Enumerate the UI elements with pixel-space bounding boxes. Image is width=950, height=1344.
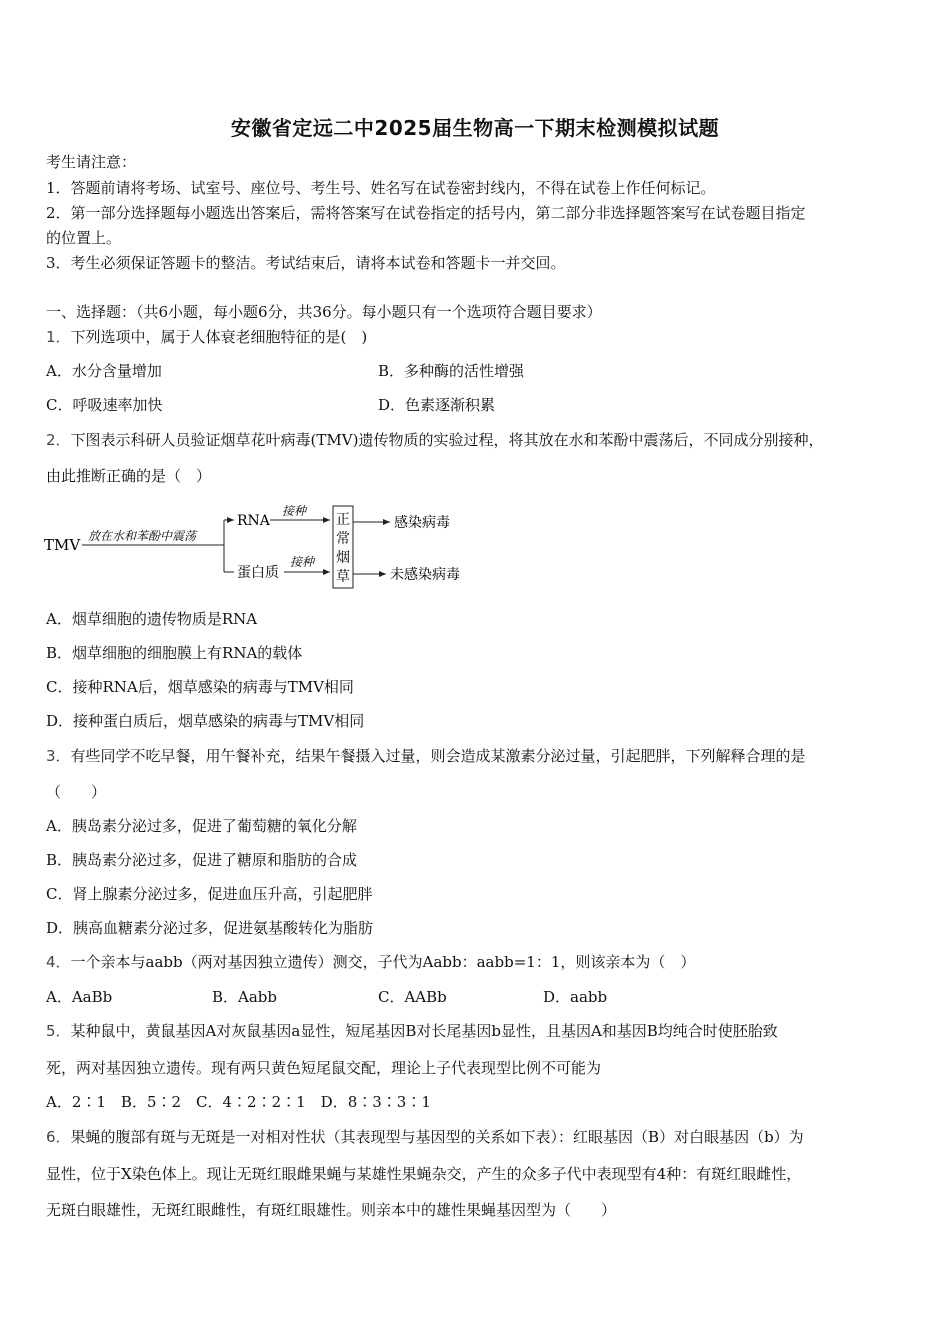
question-stem: 下图表示科研人员验证烟草花叶病毒(TMV)遗传物质的实验过程，将其放在水和苯酚中震荡后，不同成分别接种， <box>70 431 824 449</box>
q2-option-b: B．烟草细胞的细胞膜上有RNA的载体 <box>46 644 303 662</box>
rna-label: RNA <box>237 513 270 529</box>
question-2 <box>46 430 906 450</box>
question-6-cont-1: 显性，位于X染色体上。现让无斑红眼雌果蝇与某雄性果蝇杂交，产生的众多子代中表现型有4种：有斑红眼雌性， <box>46 1165 802 1183</box>
q4-option-a: A．AaBb <box>46 988 113 1006</box>
tmv-label: TMV <box>44 536 81 554</box>
question-stem: 有些同学不吃早餐，用午餐补充，结果午餐摄入过量，则会造成某激素分泌过量，引起肥胖，下列解释合理的是 <box>70 747 806 765</box>
q2-option-d: D．接种蛋白质后，烟草感染的病毒与TMV相同 <box>46 712 365 730</box>
question-3 <box>46 746 906 766</box>
tobacco-char-2: 常 <box>336 531 350 547</box>
infected-label: 感染病毒 <box>394 515 450 531</box>
question-6 <box>46 1127 906 1147</box>
question-number: 3． <box>46 747 71 765</box>
shake-label: 放在水和苯酚中震荡 <box>88 529 197 543</box>
question-6-cont-2: 无斑白眼雄性，无斑红眼雌性，有斑红眼雄性。则亲本中的雄性果蝇基因型为（ ） <box>46 1201 617 1219</box>
section-heading: 一、选择题：（共6小题，每小题6分，共36分。每小题只有一个选项符合题目要求） <box>46 303 602 321</box>
question-stem: 某种鼠中，黄鼠基因A对灰鼠基因a显性，短尾基因B对长尾基因b显性，且基因A和基因B均纯合时使胚胎致 <box>70 1022 778 1040</box>
q4-option-d: D．aabb <box>543 988 608 1006</box>
q5-options: A．2∶1 B．5∶2 C．4∶2∶2∶1 D．8∶3∶3∶1 <box>46 1093 431 1111</box>
protein-label: 蛋白质 <box>237 565 279 581</box>
notice-item-1: 1．答题前请将考场、试室号、座位号、考生号、姓名写在试卷密封线内，不得在试卷上作任何标记。 <box>46 179 716 197</box>
question-number: 2． <box>46 431 71 449</box>
question-stem: 果蝇的腹部有斑与无斑是一对相对性状（其表现型与基因型的关系如下表）：红眼基因（B）对白眼基因（b）为 <box>70 1128 804 1146</box>
question-4 <box>46 952 906 972</box>
question-3-cont: （ ） <box>46 783 107 801</box>
q1-option-c: C．呼吸速率加快 <box>46 396 163 414</box>
q3-option-b: B．胰岛素分泌过多，促进了糖原和脂肪的合成 <box>46 851 358 869</box>
question-5-cont: 死，两对基因独立遗传。现有两只黄色短尾鼠交配，理论上子代表现型比例不可能为 <box>46 1059 602 1077</box>
question-5 <box>46 1021 906 1041</box>
question-number: 6． <box>46 1128 71 1146</box>
question-1 <box>46 327 906 347</box>
q1-option-d: D．色素逐渐积累 <box>378 396 496 414</box>
tobacco-char-4: 草 <box>336 569 350 585</box>
tobacco-char-1: 正 <box>336 512 350 528</box>
question-stem: 下列选项中，属于人体衰老细胞特征的是( ) <box>70 328 368 346</box>
notice-item-3: 3．考生必须保证答题卡的整洁。考试结束后，请将本试卷和答题卡一并交回。 <box>46 254 566 272</box>
question-2-cont: 由此推断正确的是（ ） <box>46 467 212 485</box>
q2-option-c: C．接种RNA后，烟草感染的病毒与TMV相同 <box>46 678 354 696</box>
inoculate-label-2: 接种 <box>290 555 315 569</box>
exam-title: 安徽省定远二中2025届生物高一下期末检测模拟试题 <box>230 116 720 140</box>
q1-option-a: A．水分含量增加 <box>46 362 162 380</box>
q2-option-a: A．烟草细胞的遗传物质是RNA <box>46 610 258 628</box>
question-stem: 一个亲本与aabb（两对基因独立遗传）测交，子代为Aabb：aabb=1：1，则该亲本为（ ） <box>70 953 696 971</box>
tmv-experiment-diagram <box>44 500 474 592</box>
q3-option-d: D．胰高血糖素分泌过多，促进氨基酸转化为脂肪 <box>46 919 374 937</box>
q4-option-c: C．AABb <box>378 988 447 1006</box>
question-number: 5． <box>46 1022 71 1040</box>
tobacco-char-3: 烟 <box>336 550 350 566</box>
question-number: 1． <box>46 328 71 346</box>
inoculate-label-1: 接种 <box>282 504 307 518</box>
question-number: 4． <box>46 953 71 971</box>
notice-item-2-cont: 的位置上。 <box>46 229 122 247</box>
notice-item-2: 2．第一部分选择题每小题选出答案后，需将答案写在试卷指定的括号内，第二部分非选择题答案写在试卷题目指定 <box>46 204 806 222</box>
q3-option-a: A．胰岛素分泌过多，促进了葡萄糖的氧化分解 <box>46 817 357 835</box>
q1-option-b: B．多种酶的活性增强 <box>378 362 525 380</box>
q3-option-c: C．肾上腺素分泌过多，促进血压升高，引起肥胖 <box>46 885 373 903</box>
q4-option-b: B．Aabb <box>212 988 278 1006</box>
uninfected-label: 未感染病毒 <box>390 567 460 583</box>
notice-heading: 考生请注意： <box>46 153 137 171</box>
